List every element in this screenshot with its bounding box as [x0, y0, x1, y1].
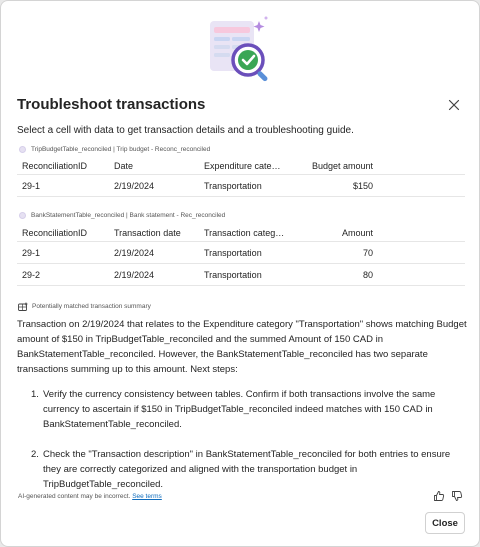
column-header: Expenditure cate…	[204, 161, 281, 171]
thumbs-down-icon[interactable]	[451, 490, 463, 502]
list-item: 2. Check the "Transaction description" in BankStatementTable_reconciled for both entries to ensure they are correctly categorized and aligned with the transportation budget in TripBudgetTable_reconciled.	[31, 449, 451, 490]
thumbs-up-icon[interactable]	[433, 490, 445, 502]
table-cell[interactable]: $150	[352, 181, 373, 191]
table-row[interactable]	[17, 175, 465, 197]
table-source-icon	[19, 146, 26, 153]
summary-paragraph: Transaction on 2/19/2024 that relates to the Expenditure category "Transportation" shows matching Budget amount of $150 in TripBudgetTable_reconciled and the summed Amount of 150 CAD in BankStatementTable_reconciled. However, the BankStatementTable_reconciled has two separate transactions summing up to this amount. Next steps:	[17, 319, 467, 375]
column-header: ReconciliationID	[22, 161, 88, 171]
next-steps-list	[31, 387, 465, 507]
column-header: Transaction categ…	[204, 228, 285, 238]
table1-source-label: TripBudgetTable_reconciled | Trip budget - Reconc_reconciled	[19, 146, 210, 153]
table2-source-label: BankStatementTable_reconciled | Bank statement - Rec_reconciled	[19, 212, 225, 219]
column-header: Amount	[341, 228, 373, 238]
table-source-icon	[19, 212, 26, 219]
table-header-row	[17, 157, 465, 175]
dialog-title: Troubleshoot transactions	[17, 96, 206, 113]
table-row[interactable]	[17, 242, 465, 264]
ai-disclaimer: AI-generated content may be incorrect. See terms	[18, 493, 162, 500]
bank-statement-table	[17, 224, 465, 286]
table-cell[interactable]: Transportation	[204, 181, 262, 191]
table-cell[interactable]: 70	[362, 248, 373, 258]
sparkle-table-icon	[18, 302, 28, 311]
column-header: Date	[114, 161, 134, 171]
column-header: ReconciliationID	[22, 228, 88, 238]
table-cell[interactable]: 29-2	[22, 270, 41, 280]
close-icon[interactable]	[446, 97, 462, 113]
table-cell[interactable]: 80	[362, 270, 373, 280]
summary-label: Potentially matched transaction summary	[18, 302, 151, 311]
transactions-illustration-icon	[204, 15, 276, 85]
table-cell[interactable]: 2/19/2024	[114, 181, 155, 191]
column-header: Transaction date	[114, 228, 181, 238]
column-header: Budget amount	[312, 161, 374, 171]
table-cell[interactable]: 29-1	[22, 248, 41, 258]
table-cell[interactable]: 29-1	[22, 181, 41, 191]
table-header-row	[17, 224, 465, 242]
table-cell[interactable]: Transportation	[204, 270, 262, 280]
table-cell[interactable]: Transportation	[204, 248, 262, 258]
table-cell[interactable]: 2/19/2024	[114, 248, 155, 258]
dialog-subtitle: Select a cell with data to get transaction details and a troubleshooting guide.	[17, 125, 354, 136]
table-row[interactable]	[17, 264, 465, 286]
table-cell[interactable]: 2/19/2024	[114, 270, 155, 280]
see-terms-link[interactable]: See terms	[132, 493, 162, 500]
close-button[interactable]: Close	[425, 512, 465, 534]
list-item: 1. Verify the currency consistency between tables. Confirm if both transactions involve the same currency to ascertain if $150 in TripBudgetTable_reconciled indeed matches with 150 CAD in BankStatementTable_reconciled.	[31, 389, 436, 430]
budget-table	[17, 157, 465, 197]
